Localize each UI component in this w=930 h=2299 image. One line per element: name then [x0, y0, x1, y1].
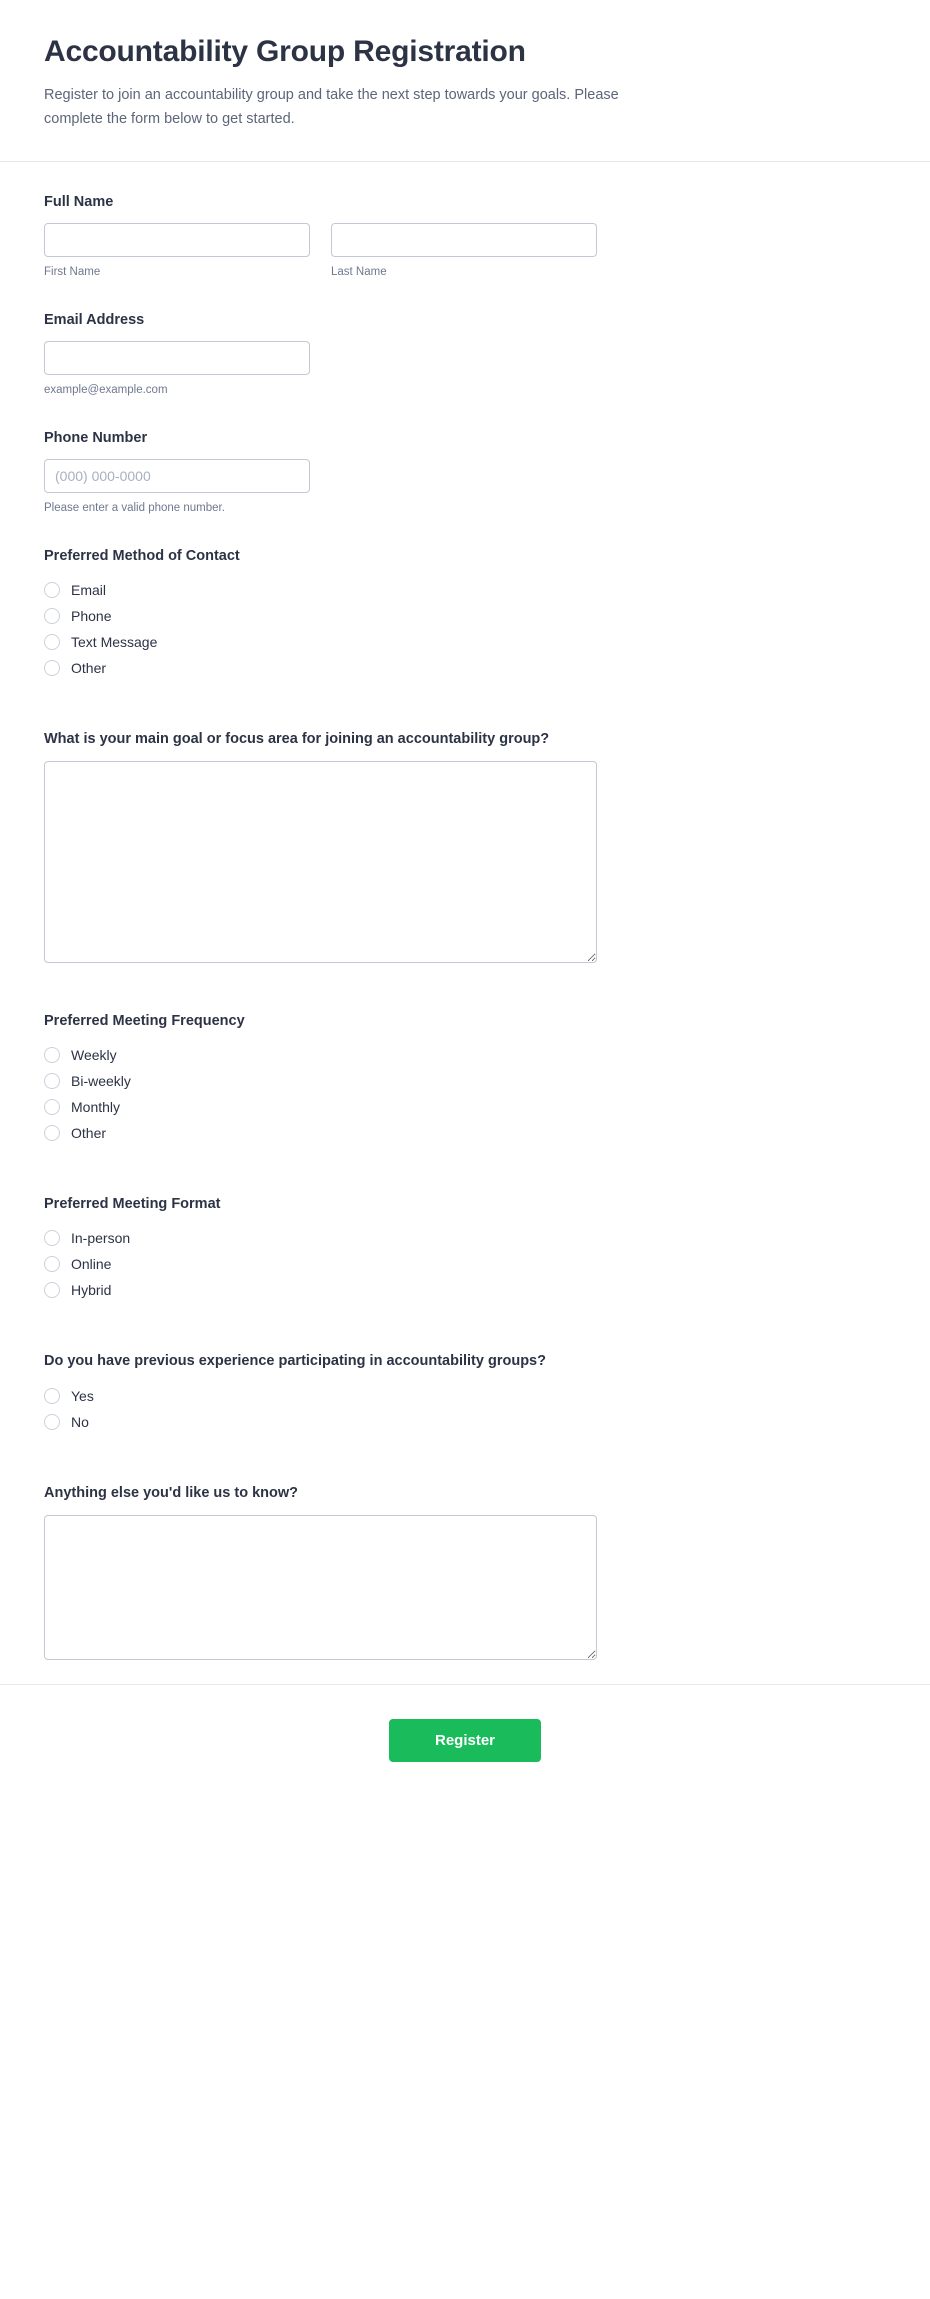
radio-label: Other — [71, 1125, 107, 1141]
contact-method-label: Preferred Method of Contact — [44, 548, 240, 564]
last-name-sublabel: Last Name — [331, 266, 387, 278]
page-subtitle: Register to join an accountability group and take the next step towards your goals. Please complete the form below to get started. — [44, 87, 619, 127]
radio-option-contact-text-message[interactable] — [44, 629, 886, 655]
phone-label: Phone Number — [44, 430, 148, 446]
first-name-input[interactable] — [44, 223, 310, 257]
radio-circle-icon[interactable] — [44, 1388, 60, 1404]
radio-circle-icon[interactable] — [44, 1414, 60, 1430]
previous-experience-label: Do you have previous experience participating in accountability groups? — [44, 1353, 546, 1369]
radio-circle-icon[interactable] — [44, 1125, 60, 1141]
radio-option-format-online[interactable] — [44, 1251, 886, 1277]
email-sublabel: example@example.com — [44, 384, 168, 396]
main-goal-textarea[interactable] — [44, 761, 597, 963]
first-name-col — [44, 223, 310, 280]
radio-circle-icon[interactable] — [44, 660, 60, 676]
field-contact-method — [44, 546, 886, 681]
radio-label: Text Message — [71, 634, 158, 650]
radio-option-contact-phone[interactable] — [44, 603, 886, 629]
radio-label: Yes — [71, 1388, 94, 1404]
email-label: Email Address — [44, 312, 145, 328]
radio-option-frequency-monthly[interactable] — [44, 1094, 886, 1120]
form-body — [0, 162, 930, 1660]
radio-label: No — [71, 1414, 89, 1430]
radio-option-contact-email[interactable] — [44, 577, 886, 603]
radio-option-format-in-person[interactable] — [44, 1225, 886, 1251]
radio-circle-icon[interactable] — [44, 1230, 60, 1246]
main-goal-label: What is your main goal or focus area for joining an accountability group? — [44, 731, 550, 747]
first-name-sublabel: First Name — [44, 266, 101, 278]
radio-circle-icon[interactable] — [44, 1073, 60, 1089]
radio-circle-icon[interactable] — [44, 634, 60, 650]
radio-option-experience-no[interactable] — [44, 1409, 886, 1435]
field-main-goal — [44, 729, 886, 963]
last-name-col — [331, 223, 597, 280]
field-meeting-format — [44, 1194, 886, 1303]
radio-label: Other — [71, 660, 107, 676]
radio-label: Bi-weekly — [71, 1073, 131, 1089]
field-meeting-frequency — [44, 1011, 886, 1146]
radio-option-frequency-other[interactable] — [44, 1120, 886, 1146]
section-spacer — [44, 711, 886, 729]
radio-circle-icon[interactable] — [44, 1256, 60, 1272]
last-name-input[interactable] — [331, 223, 597, 257]
meeting-format-radio-group — [44, 1225, 886, 1303]
radio-option-experience-yes[interactable] — [44, 1383, 886, 1409]
page-title: Accountability Group Registration — [44, 35, 526, 68]
meeting-frequency-radio-group — [44, 1042, 886, 1146]
field-previous-experience — [44, 1351, 886, 1435]
radio-circle-icon[interactable] — [44, 608, 60, 624]
form-header — [0, 0, 930, 162]
contact-method-radio-group — [44, 577, 886, 681]
radio-label: Weekly — [71, 1047, 117, 1063]
anything-else-textarea[interactable] — [44, 1515, 597, 1660]
field-phone — [44, 428, 886, 516]
field-anything-else — [44, 1483, 886, 1660]
radio-label: Email — [71, 582, 107, 598]
section-spacer — [44, 1465, 886, 1483]
field-full-name — [44, 192, 886, 280]
section-spacer — [44, 1176, 886, 1194]
phone-sublabel: Please enter a valid phone number. — [44, 502, 225, 514]
radio-option-contact-other[interactable] — [44, 655, 886, 681]
radio-option-format-hybrid[interactable] — [44, 1277, 886, 1303]
full-name-label: Full Name — [44, 194, 114, 210]
section-spacer — [44, 993, 886, 1011]
section-spacer — [44, 1333, 886, 1351]
previous-experience-radio-group — [44, 1383, 886, 1435]
meeting-frequency-label: Preferred Meeting Frequency — [44, 1013, 245, 1029]
email-input[interactable] — [44, 341, 310, 375]
form-footer — [0, 1684, 930, 1814]
radio-option-frequency-weekly[interactable] — [44, 1042, 886, 1068]
radio-label: Hybrid — [71, 1282, 112, 1298]
radio-label: In-person — [71, 1230, 131, 1246]
radio-circle-icon[interactable] — [44, 1099, 60, 1115]
field-email — [44, 310, 886, 398]
radio-circle-icon[interactable] — [44, 1282, 60, 1298]
anything-else-label: Anything else you'd like us to know? — [44, 1485, 299, 1501]
radio-label: Monthly — [71, 1099, 121, 1115]
radio-label: Online — [71, 1256, 112, 1272]
radio-circle-icon[interactable] — [44, 582, 60, 598]
register-button[interactable]: Register — [389, 1719, 541, 1762]
radio-circle-icon[interactable] — [44, 1047, 60, 1063]
phone-input[interactable] — [44, 459, 310, 493]
radio-label: Phone — [71, 608, 112, 624]
radio-option-frequency-bi-weekly[interactable] — [44, 1068, 886, 1094]
meeting-format-label: Preferred Meeting Format — [44, 1196, 221, 1212]
full-name-row — [44, 223, 886, 280]
